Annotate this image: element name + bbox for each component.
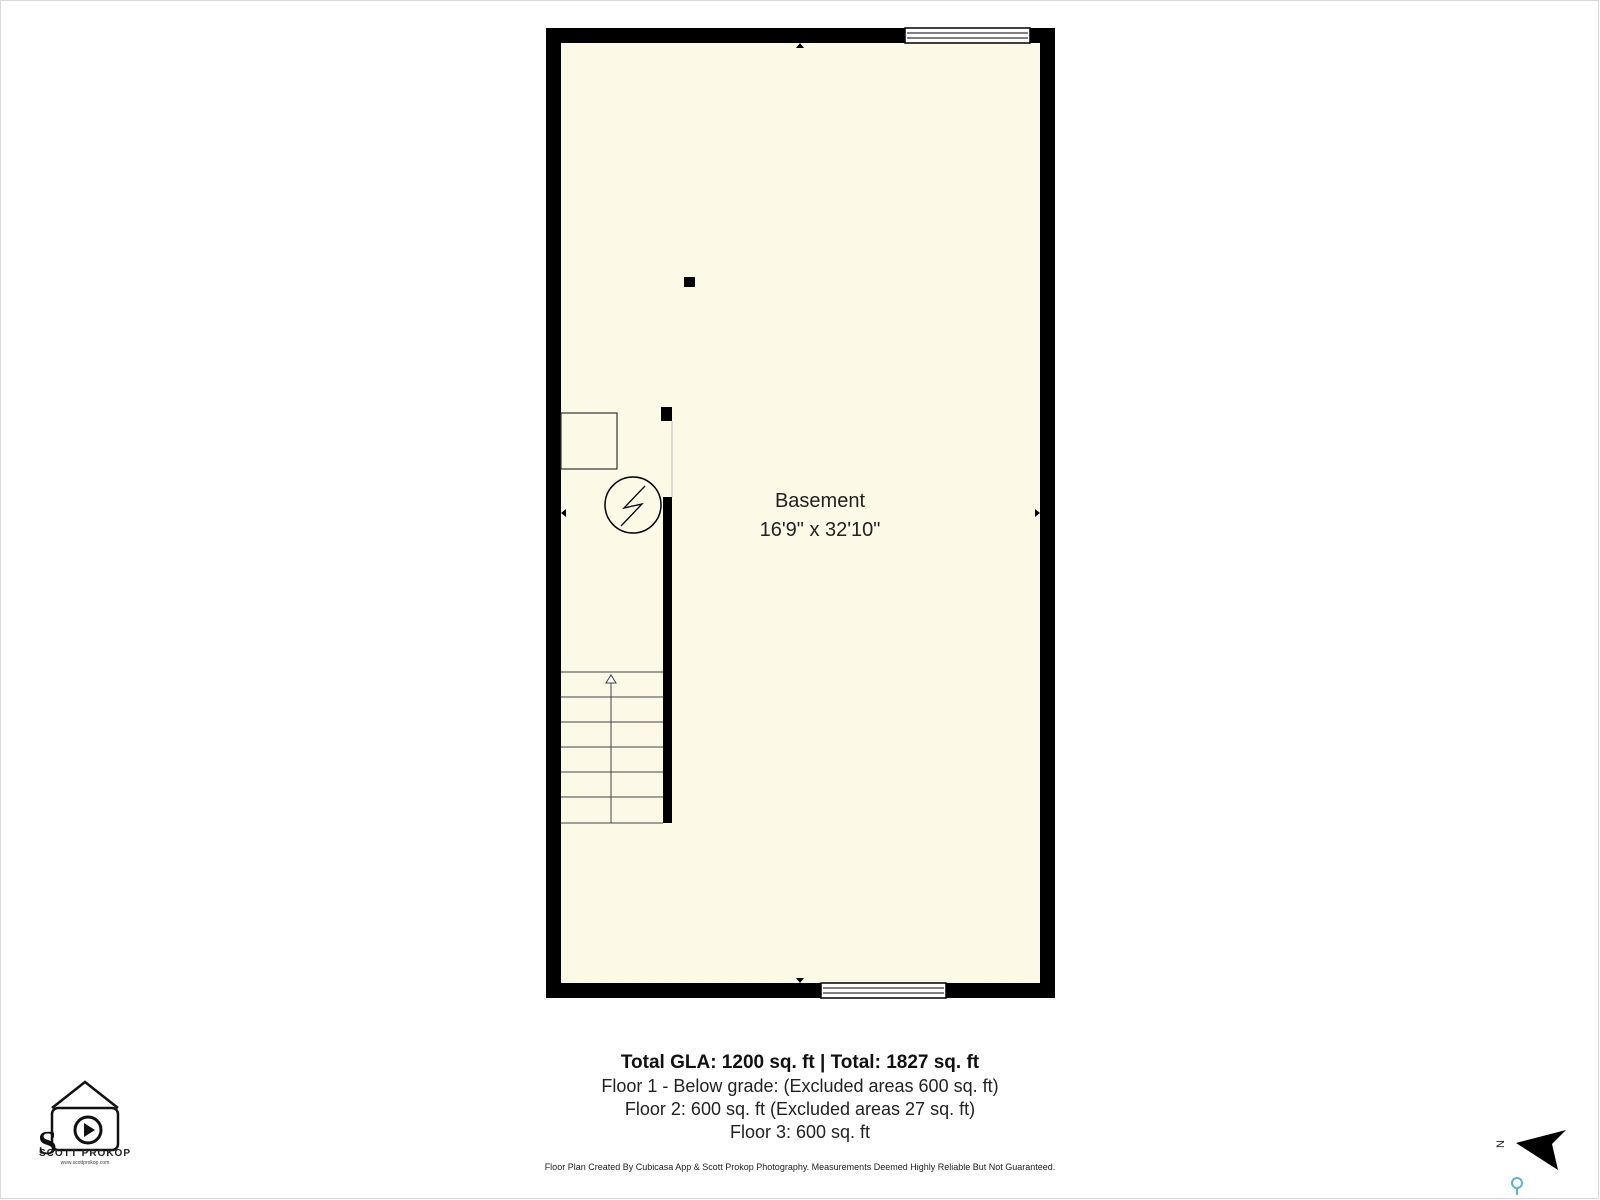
logo-url: www.scottprokop.com [60,1160,110,1166]
window-bottom [821,983,946,998]
room-label-dimensions: 16'9" x 32'10" [759,519,881,541]
room-label-name: Basement [774,490,866,512]
support-post [661,407,672,421]
stair-wall [663,497,672,823]
support-post [684,277,695,287]
compass-north-label: N [1494,1140,1507,1148]
north-arrow-icon [1496,1126,1568,1176]
summary-floor-1: Floor 1 - Below grade: (Excluded areas 600 sq. ft) [601,1076,999,1096]
window-top [905,28,1030,43]
summary-floor-2: Floor 2: 600 sq. ft (Excluded areas 27 sq. ft) [624,1099,976,1119]
svg-text:S: S [38,1125,57,1162]
summary-floor-3: Floor 3: 600 sq. ft [729,1122,871,1142]
location-pin-icon [1510,1176,1524,1196]
disclaimer: Floor Plan Created By Cubicasa App & Scott Prokop Photography. Measurements Deemed Highly Reliable But Not Guaranteed. [544,1162,1056,1172]
summary-total: Total GLA: 1200 sq. ft | Total: 1827 sq. ft [620,1052,980,1073]
logo-name: SCOTT PROKOP [38,1148,131,1159]
